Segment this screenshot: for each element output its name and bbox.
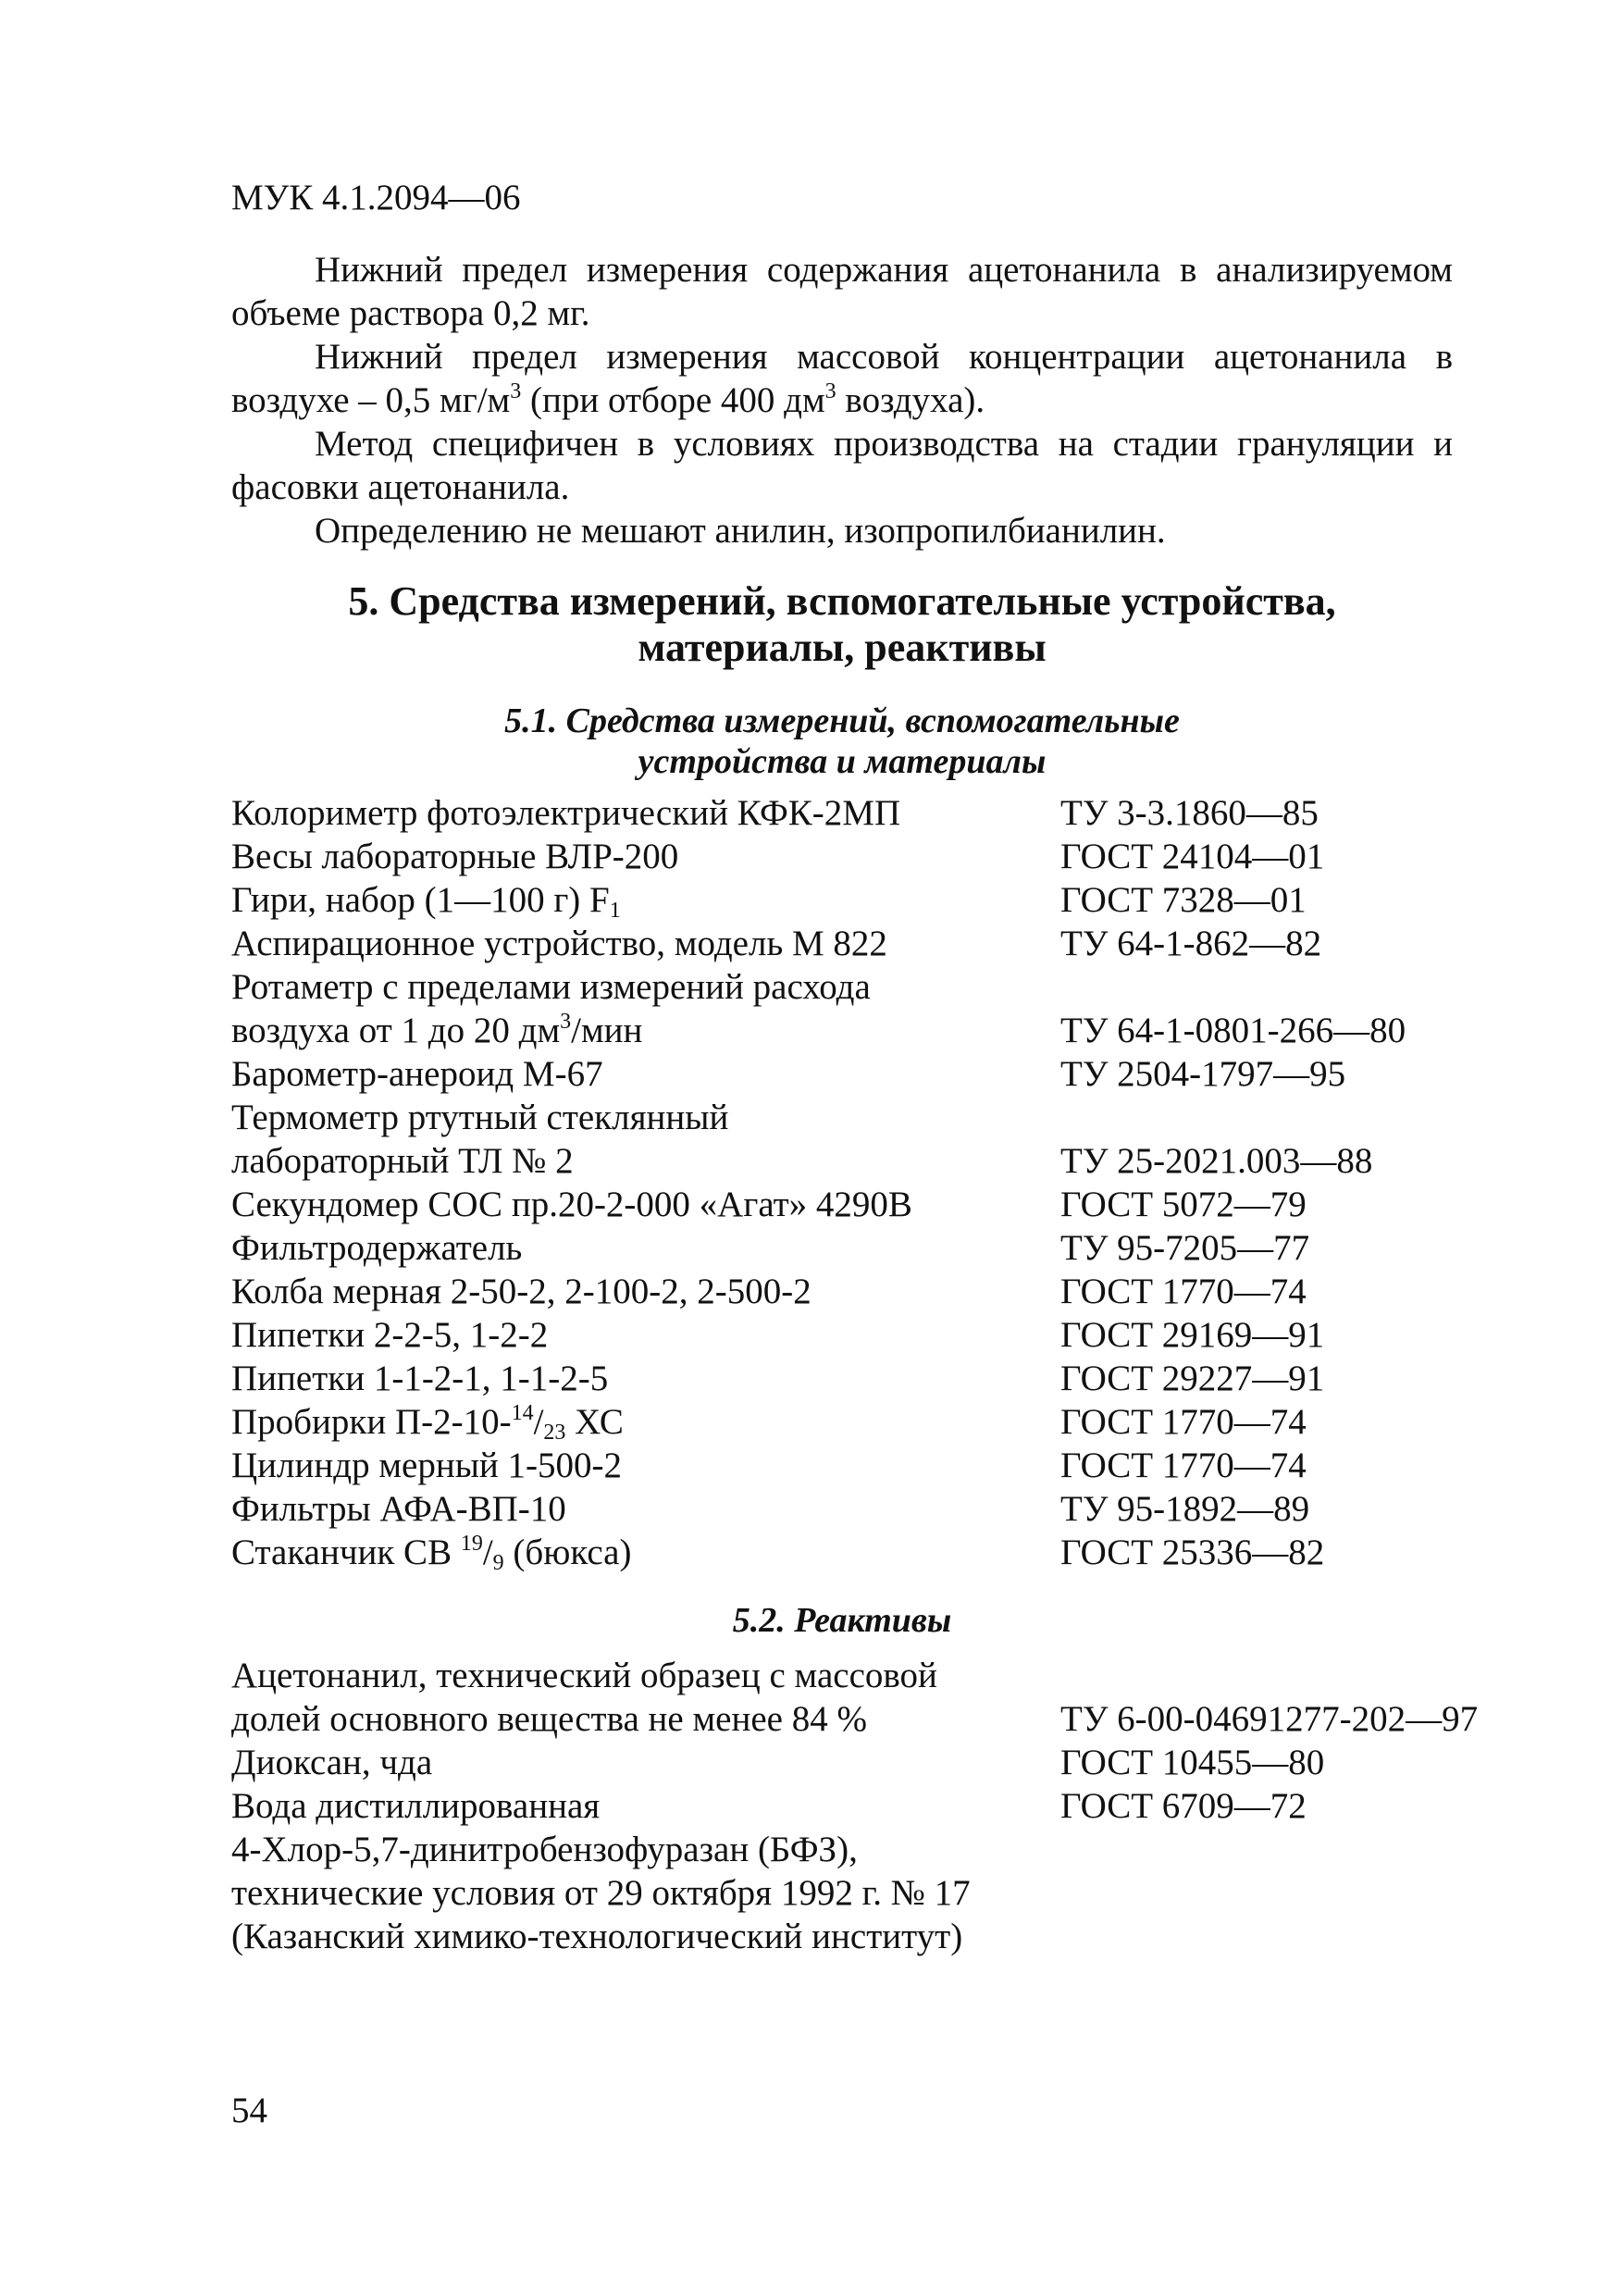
list-item: Фильтры АФА-ВП-10 ТУ 95-1892—89: [231, 1489, 1310, 1529]
list-item: (Казанский химико-технологический институт): [231, 1917, 963, 1956]
subsection-title-reagents: 5.2. Реактивы: [732, 1601, 952, 1640]
list-item: Вода дистиллированная ГОСТ 6709—72: [231, 1786, 1307, 1826]
subsection-title-instruments: 5.1. Средства измерений, вспомогательные устройства и материалы: [504, 701, 1180, 781]
paragraph-interference: Определению не мешают анилин, изопропилбианилин.: [315, 511, 1166, 551]
list-item: воздуха от 1 до 20 $дм^3$/мин ТУ 64-1-0801-266—80: [231, 1010, 1406, 1050]
reagents-list: [231, 1654, 1479, 1958]
list-item: Термометр ртутный стеклянный: [231, 1098, 729, 1137]
list-item: Весы лабораторные ВЛР-200 ГОСТ 24104—01: [231, 837, 1325, 876]
list-item: Секундомер СОС пр.20-2-000 «Агат» 4290В ГОСТ 5072—79: [231, 1185, 1307, 1224]
list-item: Колориметр фотоэлектрический КФК-2МП ТУ 3-3.1860—85: [231, 793, 1319, 833]
list-item: Пробирки $П-2-10-^{14}/_{23}$ ХС ГОСТ 1770—74: [231, 1401, 1307, 1445]
list-item: 4-Хлор-5,7-динитробензофуразан (БФЗ),: [231, 1830, 858, 1869]
running-header: МУК 4.1.2094—06: [231, 178, 521, 217]
list-item: Ротаметр с пределами измерений расхода: [231, 967, 871, 1007]
section-title: 5. Средства измерений, вспомогательные устройства, материалы, реактивы: [348, 578, 1336, 670]
list-item: технические условия от 29 октября 1992 г. № 17: [231, 1873, 971, 1913]
paragraph-lower-limit-content: Нижний предел измерения содержания ацетонанила в анализируемом объеме раствора 0,2 мг.: [231, 250, 1453, 333]
list-item: Пипетки 2-2-5, 1-2-2 ГОСТ 29169—91: [231, 1315, 1325, 1355]
page-content: [231, 176, 1479, 1958]
list-item: Пипетки 1-1-2-1, 1-1-2-5 ГОСТ 29227—91: [231, 1359, 1325, 1398]
page-number: 54: [231, 2091, 267, 2130]
list-item: Стаканчик СВ $^{19}/_9$ (бюкса) ГОСТ 25336—82: [231, 1532, 1325, 1575]
list-item: долей основного вещества не менее 84 % ТУ 6-00-04691277-202—97: [231, 1699, 1479, 1739]
list-item: Гири, набор (1—100 г) $F_1$ ГОСТ 7328—01: [231, 880, 1307, 923]
list-item: Колба мерная 2-50-2, 2-100-2, 2-500-2 ГОСТ 1770—74: [231, 1272, 1307, 1311]
list-item: Цилиндр мерный 1-500-2 ГОСТ 1770—74: [231, 1446, 1307, 1485]
list-item: Ацетонанил, технический образец с массовой: [231, 1656, 937, 1695]
paragraph-lower-limit-concentration: Нижний предел измерения массовой концентрации ацетонанила в воздухе – 0,5 $мг/м^3$ (при отборе 400 $дм^3$ воздуха).: [231, 337, 1453, 420]
list-item: Фильтродержатель ТУ 95-7205—77: [231, 1228, 1310, 1268]
paragraph-specificity: Метод специфичен в условиях производства на стадии грануляции и фасовки ацетонанила.: [231, 424, 1453, 507]
list-item: лабораторный ТЛ № 2 ТУ 25-2021.003—88: [231, 1141, 1373, 1181]
list-item: Аспирационное устройство, модель М 822 ТУ 64-1-862—82: [231, 924, 1322, 963]
list-item: Диоксан, чда ГОСТ 10455—80: [231, 1743, 1325, 1782]
instruments-list: [231, 791, 1453, 1574]
list-item: Барометр-анероид М-67 ТУ 2504-1797—95: [231, 1054, 1346, 1094]
